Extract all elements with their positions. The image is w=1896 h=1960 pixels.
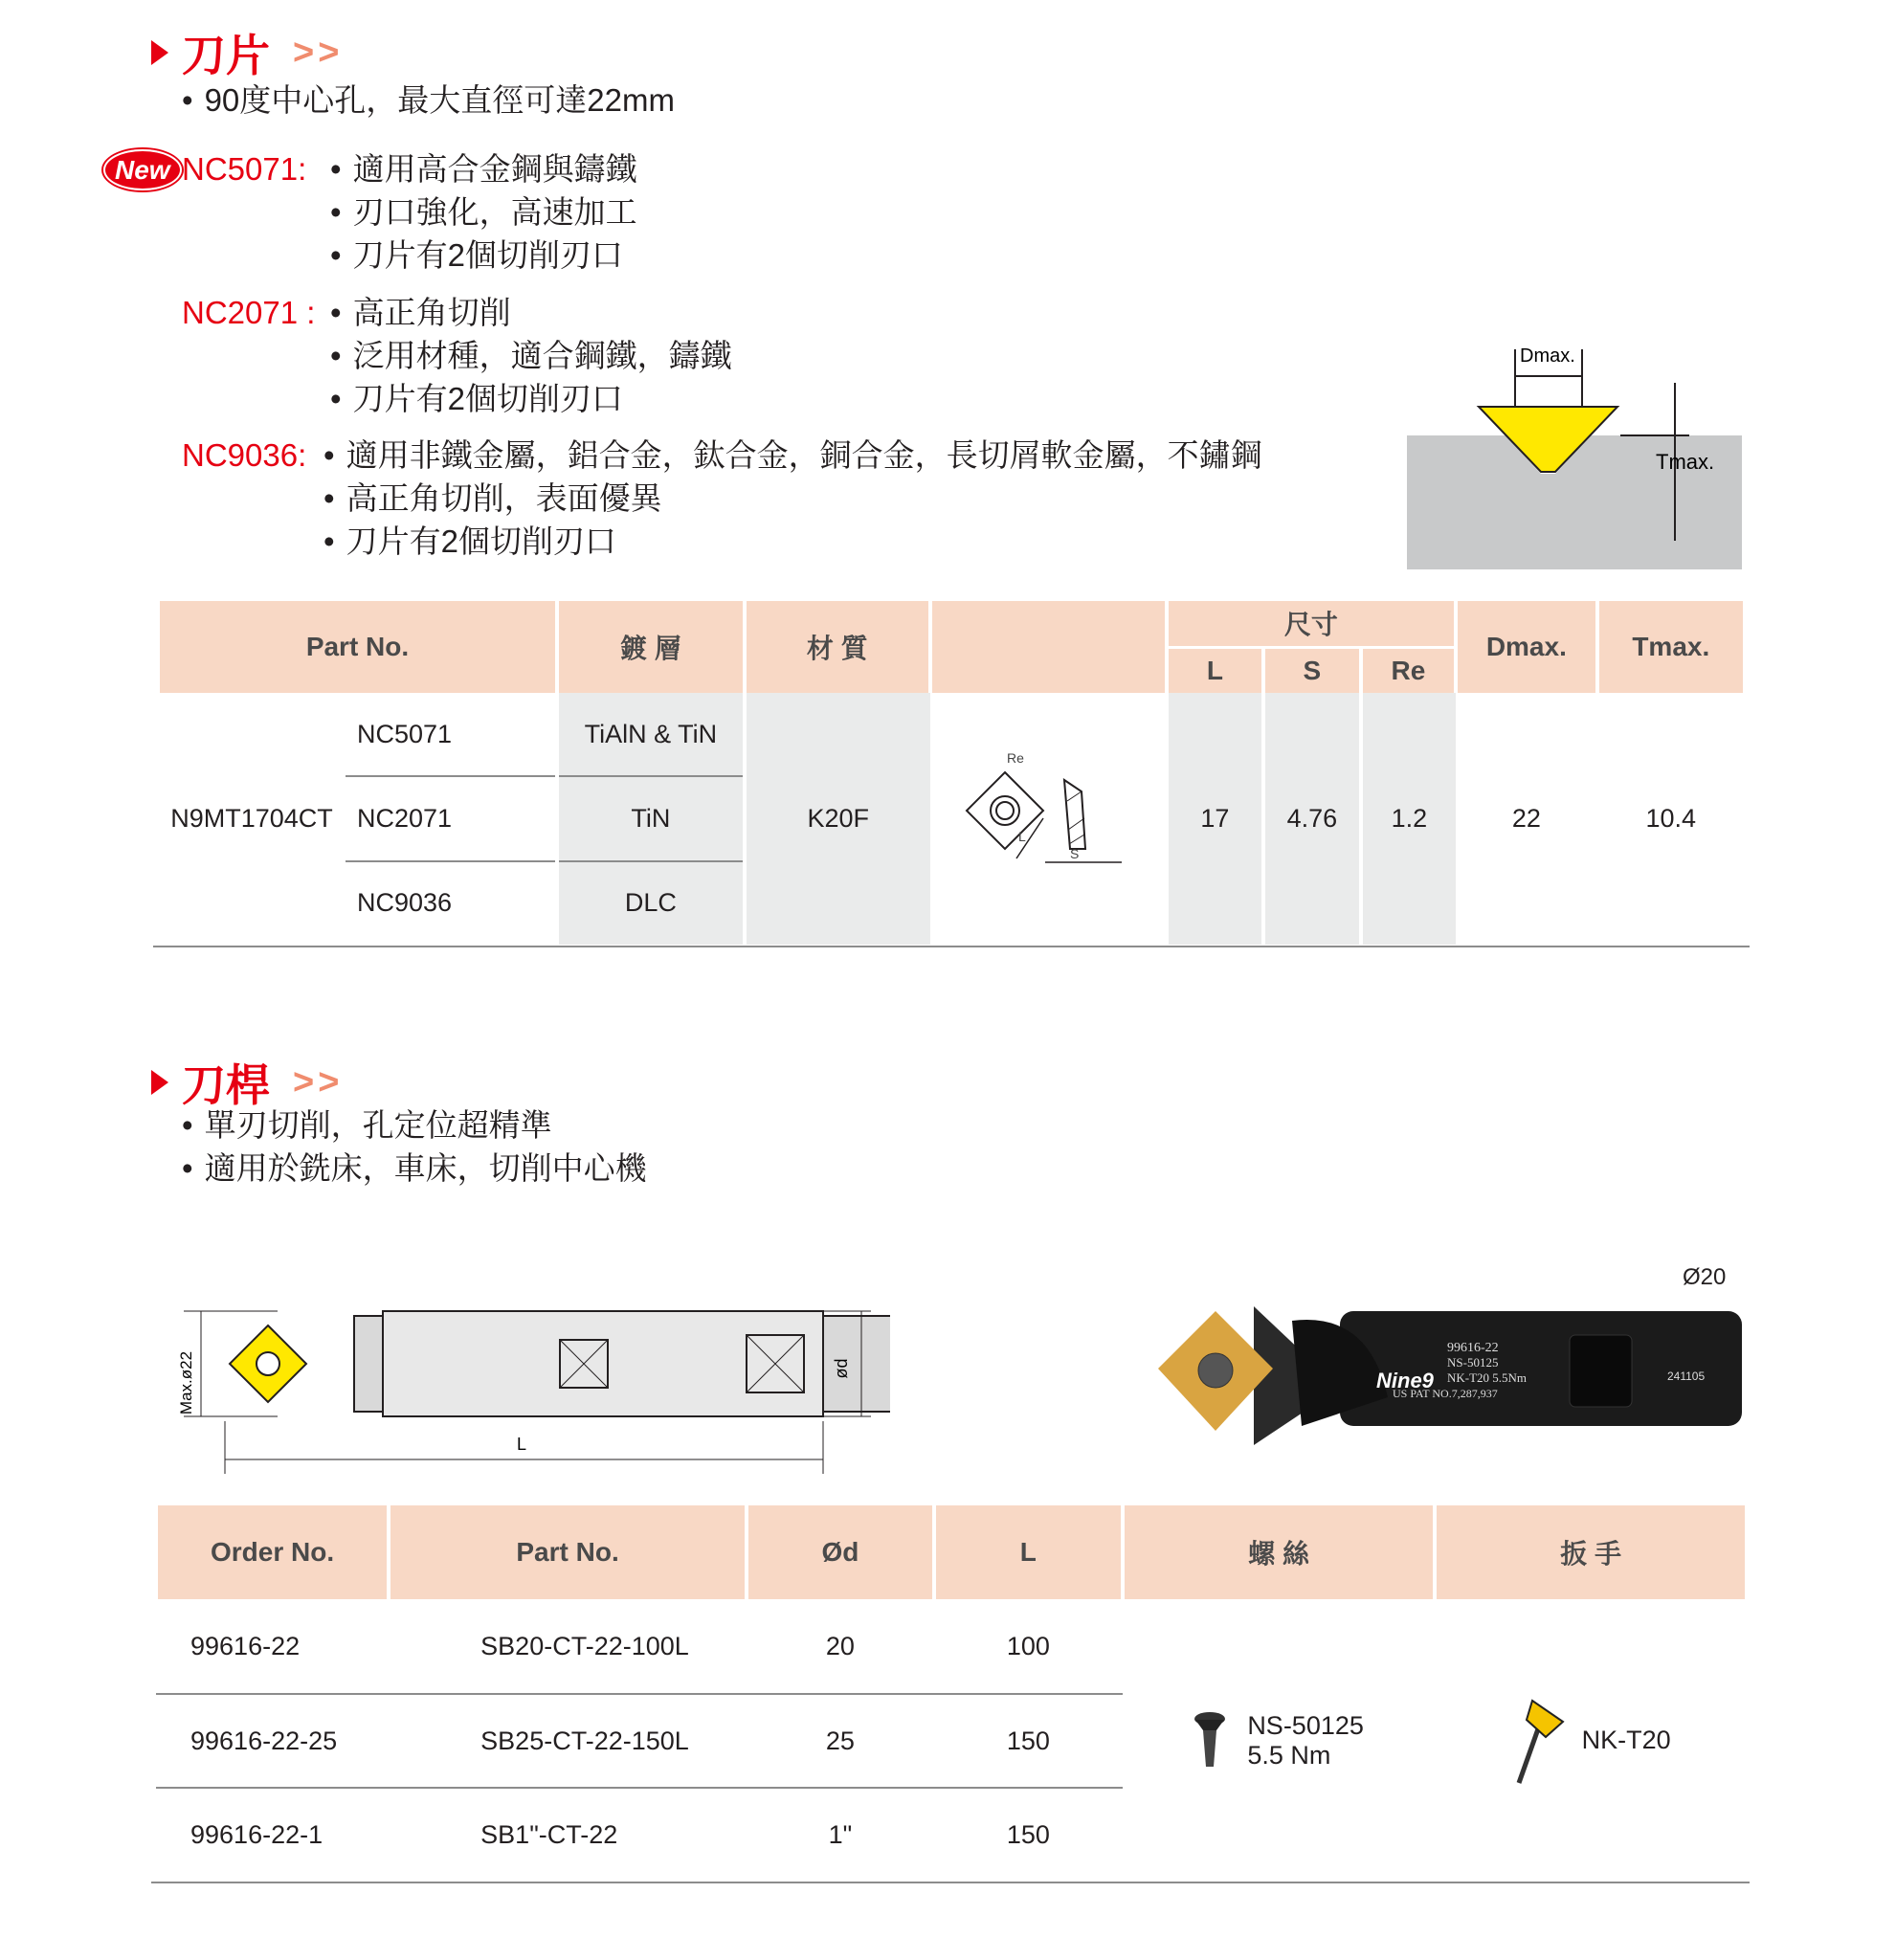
- th-od: Ød: [747, 1505, 934, 1599]
- key-label: NK-T20 5.5Nm: [1447, 1370, 1528, 1385]
- screw-cell: [1123, 1599, 1436, 1882]
- insert-part-no: N9MT1704CT: [170, 804, 333, 833]
- od-label: ød: [832, 1358, 851, 1379]
- part-no-cell: SB25-CT-22-150L: [389, 1694, 747, 1788]
- grade-nc5071: NC5071:: [182, 151, 307, 187]
- grade-nc9036-bullets: • 適用非鐵金屬，鋁合金，鈦合金，銅合金，長切屑軟金屬，不鏽鋼 • 高正角切削，表面優異 • 刀片有2個切削刃口: [323, 434, 1262, 563]
- holder-drawing: [163, 1287, 890, 1483]
- grade-cell: NC9036: [357, 888, 453, 918]
- l-value: 17: [1167, 693, 1263, 945]
- grade-nc9036: NC9036:: [182, 437, 307, 473]
- wrench-icon: [1511, 1695, 1565, 1787]
- coating-cell: DLC: [624, 888, 677, 918]
- section-arrow-icon: [151, 1070, 168, 1095]
- cell-coatings: [557, 693, 745, 945]
- table-row: [156, 1599, 1747, 1694]
- order-no-cell: 99616-22-1: [190, 1820, 323, 1849]
- chamfer-depth-diagram: [1402, 330, 1747, 574]
- th-re: Re: [1361, 647, 1456, 693]
- th-part-no: Part No.: [389, 1505, 747, 1599]
- th-tmax: Tmax.: [1597, 601, 1745, 693]
- s-value: 4.76: [1263, 693, 1361, 945]
- th-s: S: [1263, 647, 1361, 693]
- th-part-no: Part No.: [158, 601, 557, 693]
- code-label: 99616-22: [1447, 1341, 1499, 1355]
- grade-nc5071-bullets: • 適用高合金鋼與鑄鐵 • 刃口強化，高速加工 • 刀片有2個切削刃口: [330, 147, 637, 277]
- insert-section-title: 刀片 >>: [151, 21, 343, 84]
- holder-section-title: 刀桿 >>: [151, 1051, 343, 1114]
- th-l: L: [934, 1505, 1123, 1599]
- diameter-label: Ø20: [1683, 1264, 1727, 1290]
- grade-cell: NC5071: [346, 693, 555, 777]
- insert-table: [156, 601, 1747, 945]
- material-cell: K20F: [745, 693, 930, 945]
- max-d-label: Max.ø22: [177, 1350, 195, 1415]
- brand-label: Nine9: [1376, 1369, 1434, 1392]
- s-label: S: [1069, 846, 1080, 861]
- wrench-name: NK-T20: [1581, 1726, 1671, 1754]
- od-cell: 1": [828, 1820, 853, 1849]
- th-screw: 螺 絲: [1123, 1505, 1436, 1599]
- holder-shank: [383, 1311, 823, 1416]
- screw-icon: [1193, 1711, 1226, 1771]
- order-no-cell: 99616-22: [156, 1599, 389, 1694]
- insert-drawing-cell: [930, 693, 1167, 945]
- th-drawing: [930, 601, 1167, 693]
- tmax-value: 10.4: [1645, 804, 1697, 833]
- th-size: 尺寸: [1167, 601, 1456, 647]
- grade-nc2071-bullets: • 高正角切削 • 泛用材種，適合鋼鐵，鑄鐵 • 刀片有2個切削刃口: [330, 291, 732, 420]
- th-dmax: Dmax.: [1456, 601, 1596, 693]
- re-label: Re: [1006, 750, 1024, 766]
- grade-nc2071: NC2071 :: [182, 295, 316, 330]
- table-bottom-rule: [153, 946, 1750, 947]
- od-cell: 25: [747, 1694, 934, 1788]
- dmax-value: 22: [1511, 804, 1541, 833]
- section-arrow-icon: [151, 40, 168, 65]
- dmax-label: Dmax.: [1520, 345, 1575, 367]
- holder-photo: [1149, 1263, 1751, 1455]
- screw-label: NS-50125: [1447, 1355, 1499, 1370]
- re-value: 1.2: [1361, 693, 1456, 945]
- th-coating: 鍍 層: [557, 601, 745, 693]
- insert-drawing: [930, 744, 1165, 887]
- od-cell: 20: [747, 1599, 934, 1694]
- l-dim-label: L: [517, 1435, 527, 1454]
- l-label: L: [1017, 829, 1026, 844]
- insert-intro: • 90度中心孔，最大直徑可達22mm: [182, 78, 675, 122]
- batch-label: 241105: [1667, 1370, 1706, 1383]
- table-bottom-rule: [151, 1882, 1750, 1883]
- part-no-cell: SB20-CT-22-100L: [389, 1599, 747, 1694]
- patent-label: US PAT NO.7,287,937: [1393, 1387, 1498, 1400]
- grade-cell: NC2071: [346, 777, 555, 861]
- th-material: 材 質: [745, 601, 930, 693]
- tmax-label: Tmax.: [1656, 450, 1715, 474]
- order-no-cell: 99616-22-25: [156, 1694, 389, 1788]
- screw-torque: 5.5 Nm: [1247, 1740, 1331, 1770]
- l-cell: 150: [1006, 1820, 1050, 1849]
- insert-square-icon: [967, 772, 1043, 849]
- insert-side-icon: [1064, 780, 1085, 849]
- coating-cell: TiAlN & TiN: [559, 693, 743, 777]
- screw-name: NS-50125: [1247, 1710, 1364, 1740]
- l-cell: 100: [934, 1599, 1123, 1694]
- th-order-no: Order No.: [156, 1505, 389, 1599]
- l-cell: 150: [934, 1694, 1123, 1788]
- th-l: L: [1167, 647, 1263, 693]
- part-no-cell: SB1"-CT-22: [480, 1820, 618, 1849]
- wrench-cell: [1435, 1599, 1747, 1882]
- holder-table: [154, 1505, 1749, 1882]
- coating-cell: TiN: [559, 777, 743, 861]
- holder-bullets: • 單刃切削，孔定位超精準 • 適用於銑床，車床，切削中心機: [182, 1103, 647, 1190]
- th-wrench: 扳 手: [1435, 1505, 1747, 1599]
- new-badge: New: [103, 155, 182, 186]
- cell-part-grades: [158, 693, 557, 945]
